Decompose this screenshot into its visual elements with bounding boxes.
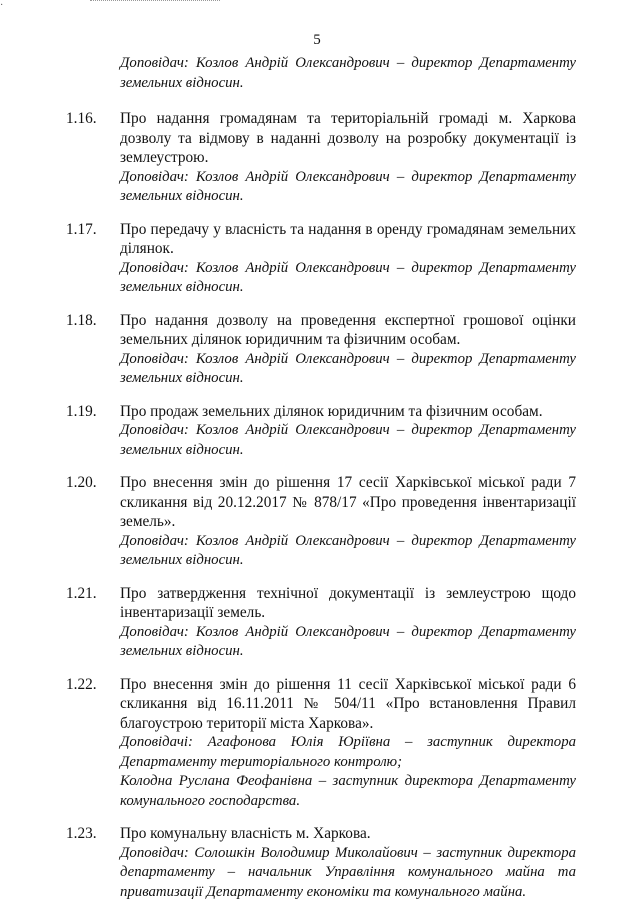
agenda-item-1-20 <box>66 473 576 571</box>
agenda-item-1-17 <box>66 220 576 298</box>
item-content <box>120 824 576 902</box>
item-number: 1.23. <box>66 825 97 842</box>
agenda-item-1-23 <box>66 824 576 902</box>
item-content <box>120 54 576 93</box>
item-number: 1.17. <box>66 220 97 238</box>
item-title: Про надання громадянам та територіальній громаді м. Харкова дозволу та відмову в наданні дозволу на розробку документації із землеустрою. <box>120 110 576 166</box>
item-title: Про продаж земельних ділянок юридичним та фізичним особам. <box>120 402 543 420</box>
item-speaker: Доповідач: Козлов Андрій Олександрович – директор Департаменту земельних відносин. <box>120 350 576 386</box>
item-number: 1.20. <box>66 474 97 491</box>
agenda-item-1-19 <box>66 402 576 461</box>
item-content <box>120 311 576 389</box>
item-content <box>120 109 576 207</box>
agenda-item-1-18 <box>66 311 576 389</box>
scan-edge-line <box>90 0 220 1</box>
item-content <box>120 584 576 662</box>
item-speaker: Доповідач: Козлов Андрій Олександрович – директор Департаменту земельних відносин. <box>120 259 576 295</box>
item-number: 1.16. <box>66 110 97 127</box>
item-speaker: Доповідач: Козлов Андрій Олександрович – директор Департаменту земельних відносин. <box>120 55 576 91</box>
item-speaker: Доповідач: Козлов Андрій Олександрович – директор Департаменту земельних відносин. <box>120 168 576 204</box>
agenda-item-1-21 <box>66 584 576 662</box>
page-number: 5 <box>313 32 321 48</box>
item-title: Про затвердження технічної документації із землеустрою щодо інвентаризації земель. <box>120 584 576 621</box>
item-number: 1.22. <box>66 675 97 693</box>
item-content <box>120 402 576 461</box>
item-number-empty <box>66 54 120 93</box>
item-content <box>120 675 576 812</box>
item-speaker: Колодна Руслана Феофанівна – заступник директора Департаменту комунального господарства. <box>120 773 576 809</box>
item-number: 1.21. <box>66 584 97 602</box>
item-content <box>120 473 576 571</box>
item-content <box>120 220 576 298</box>
item-speaker: Доповідач: Козлов Андрій Олександрович – директор Департаменту земельних відносин. <box>120 532 576 568</box>
agenda-continuation <box>66 54 576 93</box>
item-title: Про надання дозволу на проведення експертної грошової оцінки земельних ділянок юридичним та фізичним особам. <box>120 311 576 348</box>
scan-artifact: · <box>0 0 4 11</box>
item-title: Про внесення змін до рішення 17 сесії Харківської міської ради 7 скликання від 20.12.2017 № 878/17 «Про проведення інвентаризації земель». <box>120 474 576 530</box>
item-number: 1.19. <box>66 402 97 420</box>
item-speaker: Доповідач: Солошкін Володимир Миколайович – заступник директора департаменту – начальник Управління комунального майна та приватизації Департаменту економіки та комунального майна. <box>120 844 576 900</box>
item-title: Про передачу у власність та надання в оренду громадянам земельних ділянок. <box>120 220 576 257</box>
agenda-list <box>66 54 576 915</box>
item-speaker: Доповідач: Козлов Андрій Олександрович – директор Департаменту земельних відносин. <box>120 422 576 458</box>
agenda-item-1-16 <box>66 109 576 207</box>
item-number: 1.18. <box>66 311 97 329</box>
item-title: Про внесення змін до рішення 11 сесії Харківської міської ради 6 скликання від 16.11.2011 № 504/11 «Про встановлення Правил благоустрою території міста Харкова». <box>120 675 576 732</box>
item-title: Про комунальну власність м. Харкова. <box>120 825 371 842</box>
agenda-item-1-22 <box>66 675 576 812</box>
item-speaker: Доповідачі: Агафонова Юлія Юріївна – заступник директора Департаменту територіального контролю; <box>120 734 576 770</box>
item-speaker: Доповідач: Козлов Андрій Олександрович – директор Департаменту земельних відносин. <box>120 623 576 659</box>
